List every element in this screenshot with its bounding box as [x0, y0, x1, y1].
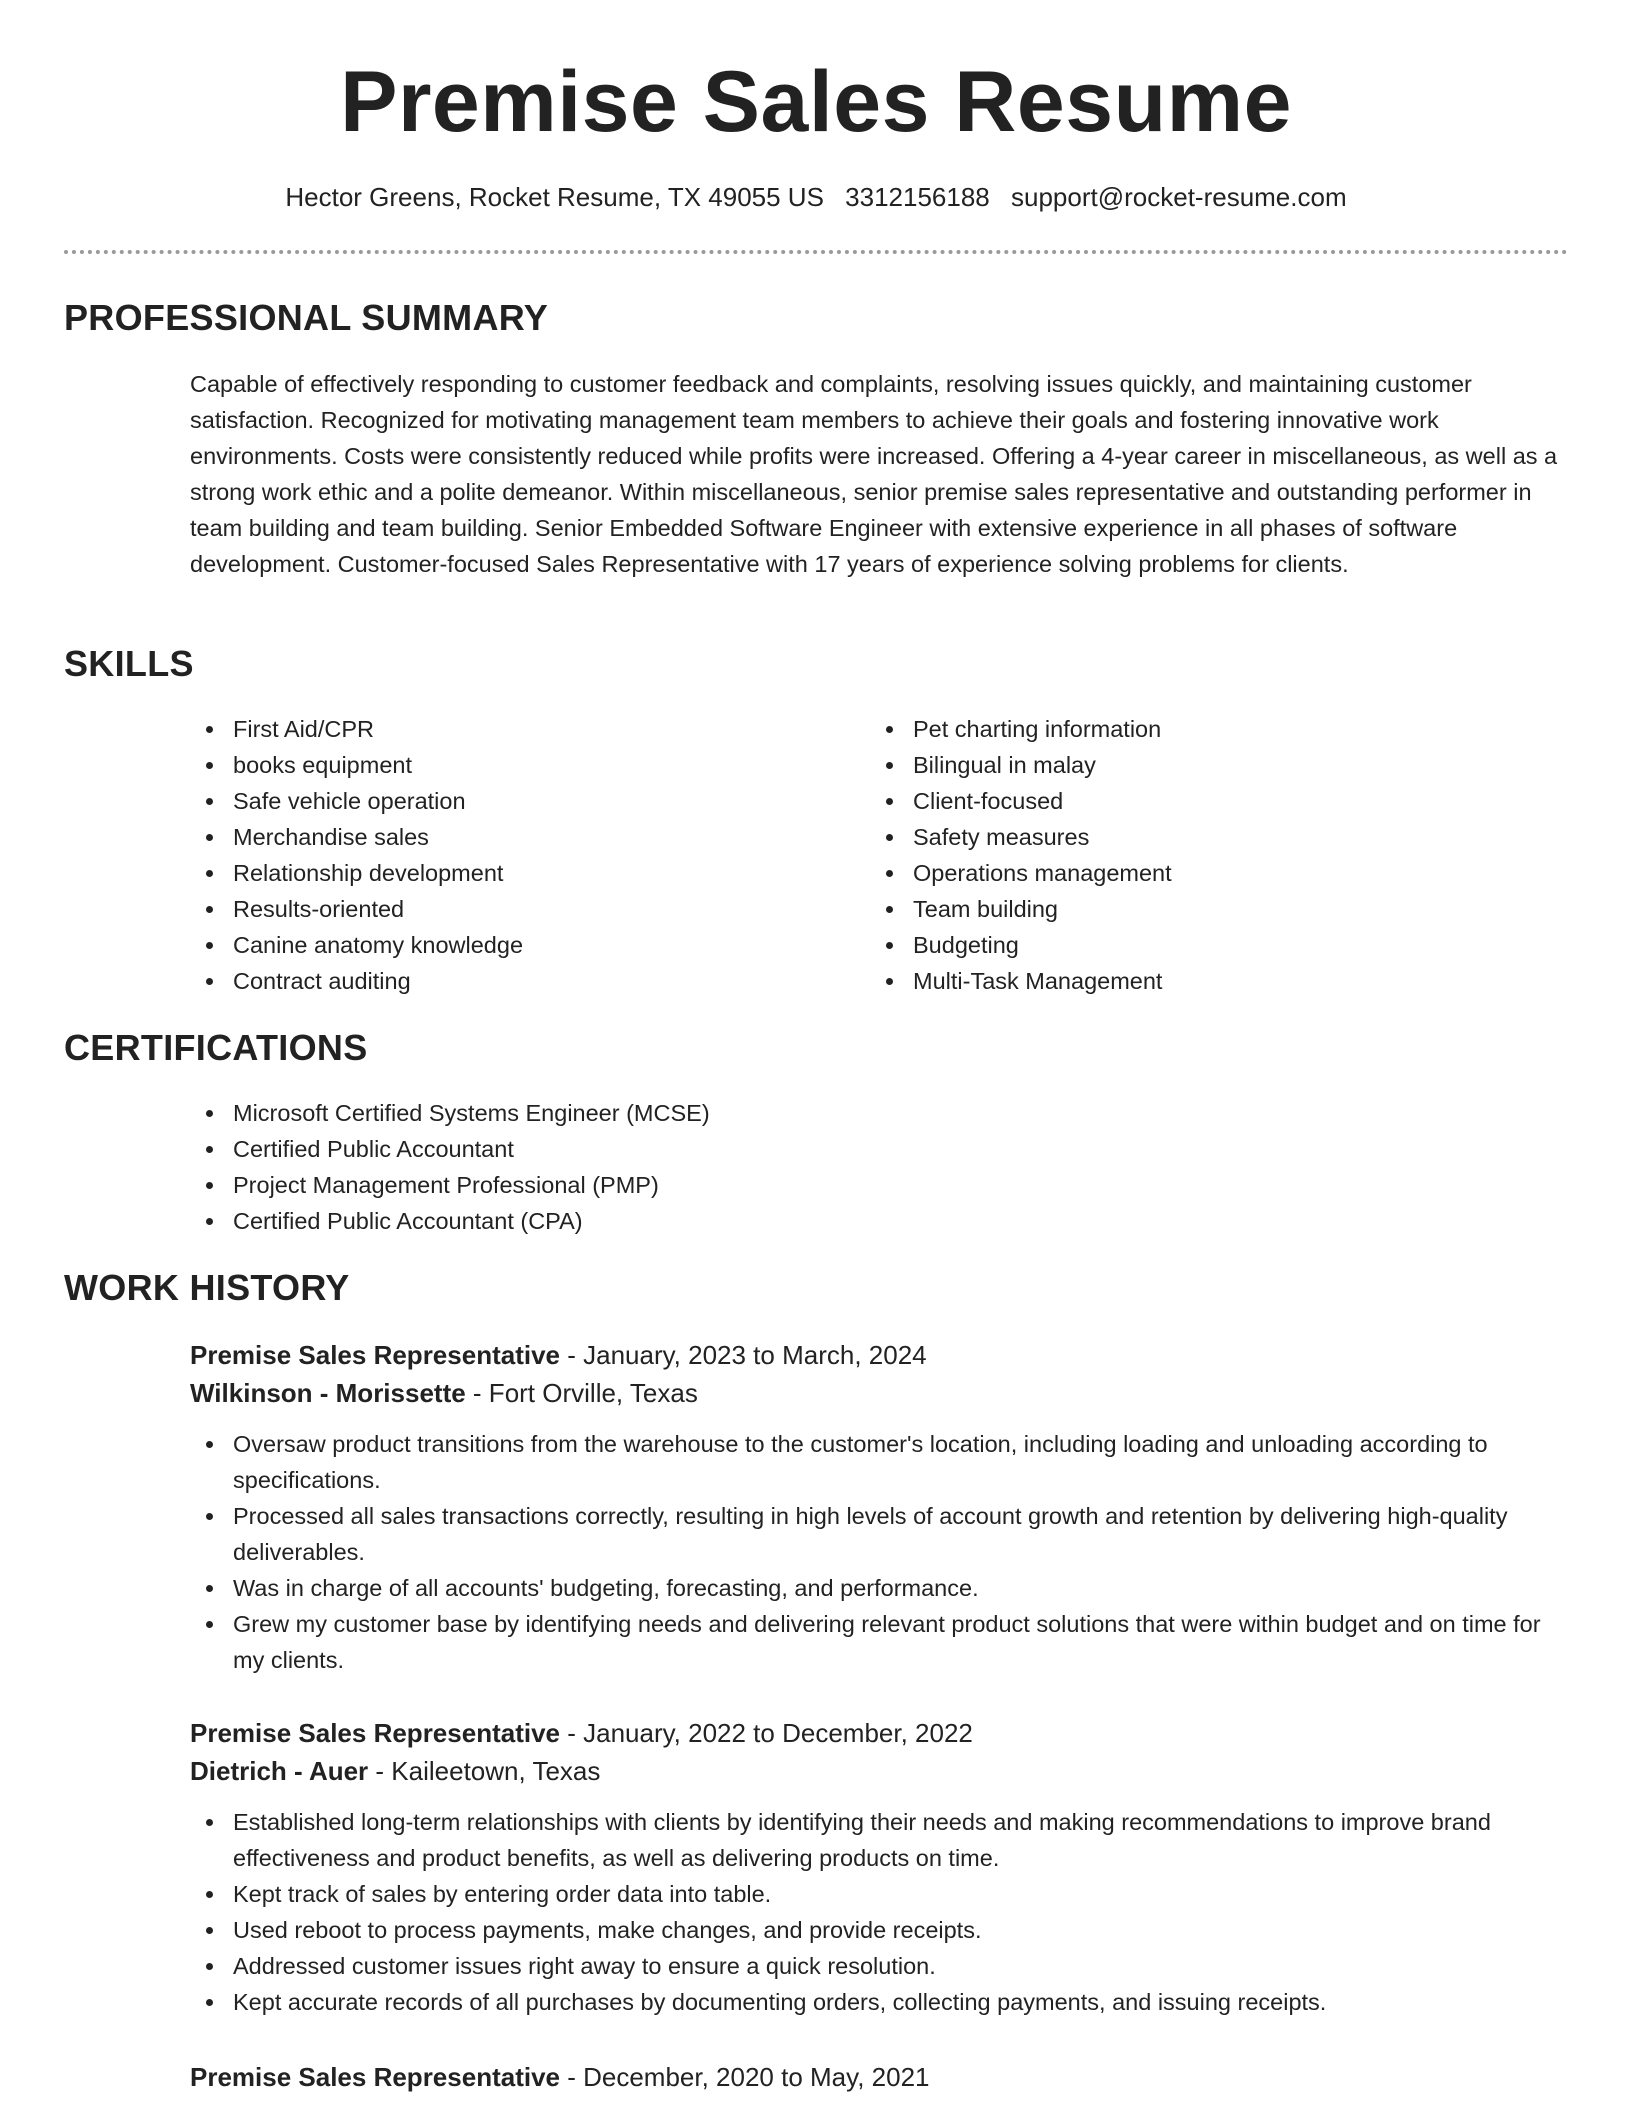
skills-heading: SKILLS — [64, 643, 194, 684]
certifications-list — [190, 1095, 1570, 1239]
skill-item: Multi-Task Management — [870, 963, 1570, 999]
skill-item: Pet charting information — [870, 711, 1570, 747]
certification-item: Certified Public Accountant — [190, 1131, 1570, 1167]
skills-list-left — [190, 711, 830, 999]
job-entry — [190, 1336, 1570, 1678]
job-title-line — [190, 2058, 1570, 2096]
skill-item: Safe vehicle operation — [190, 783, 830, 819]
skill-item: Team building — [870, 891, 1570, 927]
job-duty: Used reboot to process payments, make changes, and provide receipts. — [190, 1912, 1570, 1948]
skill-item: books equipment — [190, 747, 830, 783]
skill-item: Bilingual in malay — [870, 747, 1570, 783]
resume-title: Premise Sales Resume — [340, 54, 1292, 150]
job-dates: - January, 2023 to March, 2024 — [560, 1340, 927, 1370]
skill-item: Contract auditing — [190, 963, 830, 999]
job-company-line — [190, 1374, 1570, 1412]
skill-item: Operations management — [870, 855, 1570, 891]
job-duty: Established long-term relationships with clients by identifying their needs and making recommendations to improve brand effectiveness and product benefits, as well as delivering products on time. — [190, 1804, 1570, 1876]
certification-item: Certified Public Accountant (CPA) — [190, 1203, 1570, 1239]
job-title-line — [190, 1714, 1570, 1752]
job-title: Premise Sales Representative — [190, 1340, 560, 1370]
job-duty: Processed all sales transactions correctly, resulting in high levels of account growth and retention by delivering high-quality deliverables. — [190, 1498, 1570, 1570]
job-duty: Kept accurate records of all purchases by documenting orders, collecting payments, and issuing receipts. — [190, 1984, 1570, 2020]
job-entry — [190, 2058, 1570, 2096]
certification-item: Project Management Professional (PMP) — [190, 1167, 1570, 1203]
job-duty: Oversaw product transitions from the warehouse to the customer's location, including loading and unloading according to specifications. — [190, 1426, 1570, 1498]
skill-item: Canine anatomy knowledge — [190, 927, 830, 963]
job-company-line — [190, 1752, 1570, 1790]
skill-item: Client-focused — [870, 783, 1570, 819]
job-company: Wilkinson - Morissette — [190, 1378, 466, 1408]
skill-item: Safety measures — [870, 819, 1570, 855]
certifications-heading: CERTIFICATIONS — [64, 1027, 368, 1068]
job-duties-list — [190, 1804, 1570, 2020]
job-location: - Fort Orville, Texas — [465, 1378, 698, 1408]
contact-line — [0, 180, 1632, 214]
job-location: - Kaileetown, Texas — [368, 1756, 601, 1786]
header-divider — [64, 250, 1568, 254]
job-duty: Grew my customer base by identifying needs and delivering relevant product solutions that were within budget and on time for my clients. — [190, 1606, 1570, 1678]
job-dates: - December, 2020 to May, 2021 — [560, 2062, 930, 2092]
summary-heading: PROFESSIONAL SUMMARY — [64, 297, 549, 338]
job-entry — [190, 1714, 1570, 2020]
skill-item: Merchandise sales — [190, 819, 830, 855]
contact-phone: 3312156188 — [845, 182, 990, 212]
summary-text: Capable of effectively responding to customer feedback and complaints, resolving issues quickly, and maintaining customer satisfaction. Recognized for motivating management team members to achieve their goals and fostering innovative work environments. Costs were consistently reduced while profits were increased. Offering a 4-year career in miscellaneous, as well as a strong work ethic and a polite demeanor. Within miscellaneous, senior premise sales representative and outstanding performer in team building and team building. Senior Embedded Software Engineer with extensive experience in all phases of software development. Customer-focused Sales Representative with 17 years of experience solving problems for clients. — [190, 371, 1558, 577]
job-duty: Was in charge of all accounts' budgeting, forecasting, and performance. — [190, 1570, 1570, 1606]
skill-item: Results-oriented — [190, 891, 830, 927]
skill-item: Budgeting — [870, 927, 1570, 963]
skills-list-right — [870, 711, 1570, 999]
job-title: Premise Sales Representative — [190, 2062, 560, 2092]
job-company: Dietrich - Auer — [190, 1756, 369, 1786]
certification-item: Microsoft Certified Systems Engineer (MCSE) — [190, 1095, 1570, 1131]
contact-email: support@rocket-resume.com — [1011, 182, 1347, 212]
work-history-heading: WORK HISTORY — [64, 1267, 350, 1308]
skill-item: Relationship development — [190, 855, 830, 891]
contact-address: Hector Greens, Rocket Resume, TX 49055 US — [285, 182, 824, 212]
job-duties-list — [190, 1426, 1570, 1678]
job-dates: - January, 2022 to December, 2022 — [560, 1718, 973, 1748]
job-duty: Addressed customer issues right away to ensure a quick resolution. — [190, 1948, 1570, 1984]
skill-item: First Aid/CPR — [190, 711, 830, 747]
job-title: Premise Sales Representative — [190, 1718, 560, 1748]
job-title-line — [190, 1336, 1570, 1374]
job-duty: Kept track of sales by entering order data into table. — [190, 1876, 1570, 1912]
